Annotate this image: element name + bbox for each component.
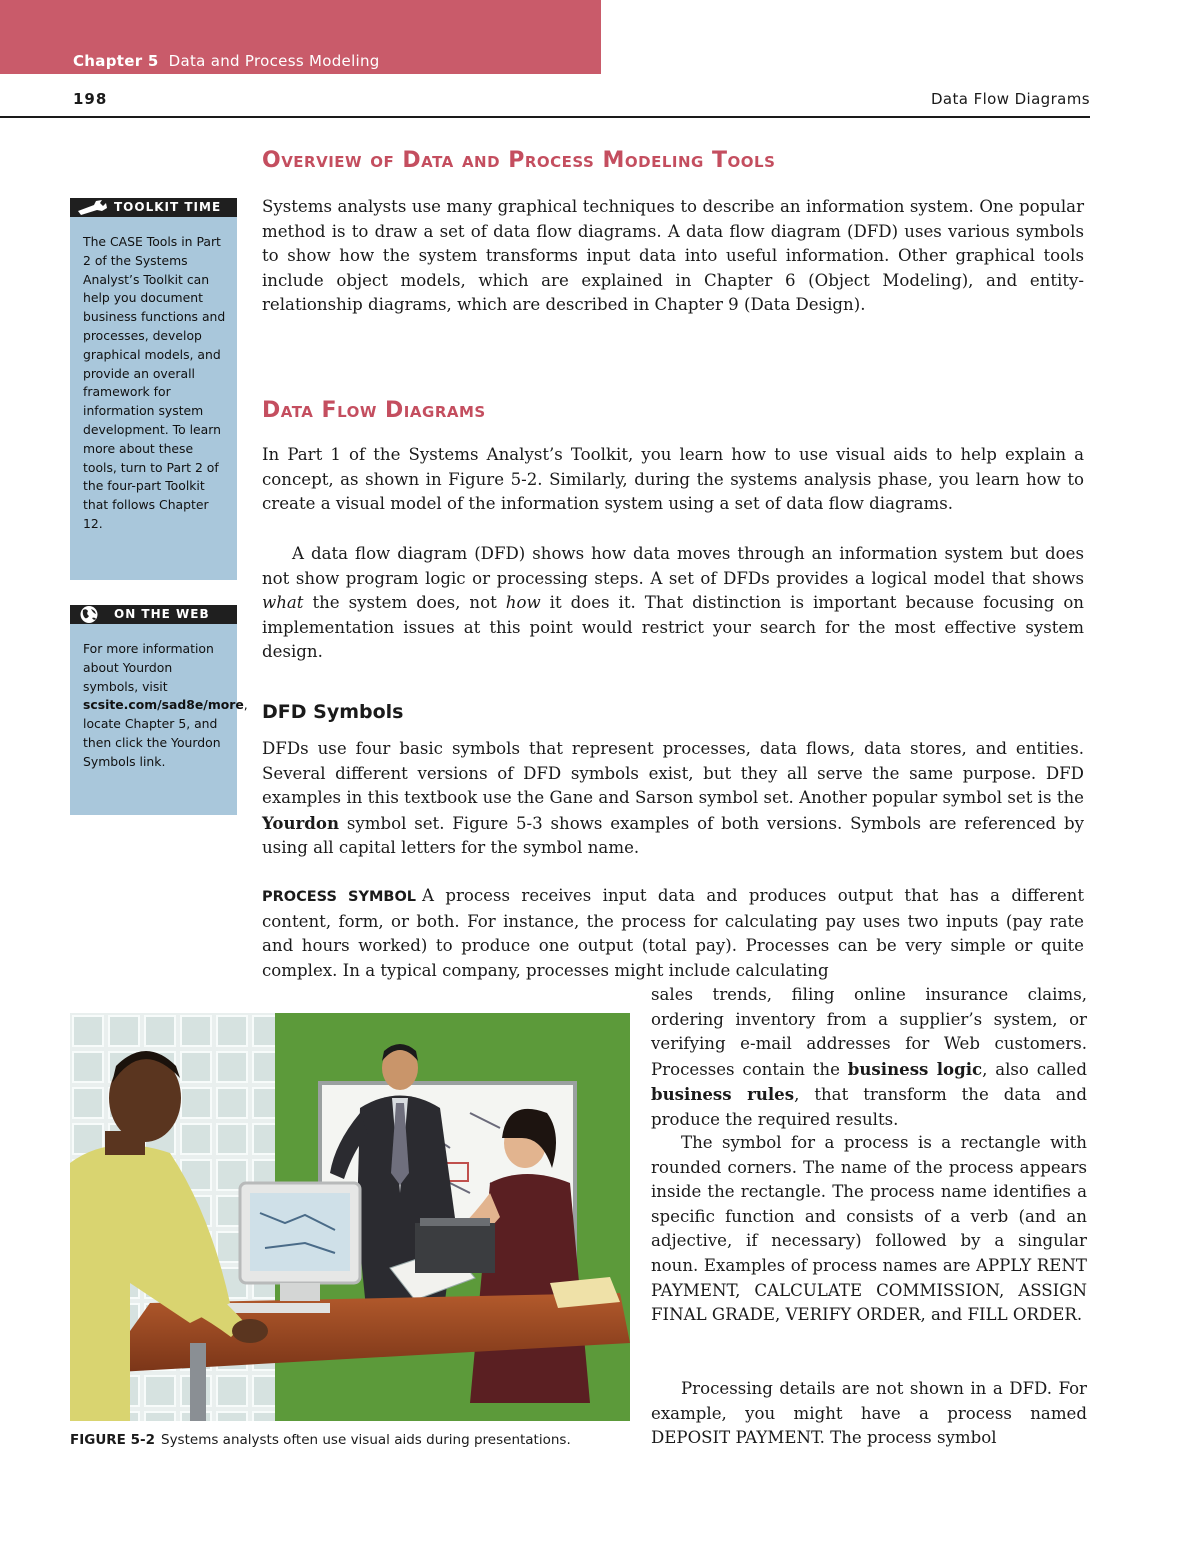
- dfd-paragraph-2: A data flow diagram (DFD) shows how data moves through an information system but does not show program logic or processing steps. A set of DFDs provides a logical model that shows what the system does, not how it does it. That distinction is important because focusing on implementation issues at this point would restrict your search for the most effective system design.: [262, 544, 1084, 662]
- overview-heading: Overview of Data and Process Modeling Tools: [262, 148, 776, 173]
- process-paragraph-1: PROCESS SYMBOL A process receives input data and produces output that has a different content, form, or both. For instance, the process for calculating pay uses two inputs (pay rate and hours worked) to produce one output (total pay). Processes can be very simple or quite complex. In a typical company, processes might include calculating: [262, 886, 1084, 980]
- header-rule: [0, 116, 1090, 118]
- chapter-label: [73, 52, 380, 70]
- emphasis-what: what: [262, 593, 304, 613]
- symbols-heading: DFD Symbols: [262, 701, 404, 723]
- figure-caption-text: Systems analysts often use visual aids during presentations.: [161, 1432, 571, 1448]
- dfd-paragraph-1: In Part 1 of the Systems Analyst’s Toolkit, you learn how to use visual aids to help explain a concept, as shown in Figure 5-2. Similarly, during the systems analysis phase, you learn how to create a visual model of the information system using a set of data flow diagrams.: [262, 445, 1084, 514]
- term-business-rules: business rules: [651, 1084, 795, 1105]
- overview-paragraph: Systems analysts use many graphical techniques to describe an information system. One popular method is to draw a set of data flow diagrams. A data flow diagram (DFD) uses various symbols to show how the system transforms input data into useful information. Other graphical tools include object models, which are explained in Chapter 6 (Object Modeling), and entity-relationship diagrams, which are described in Chapter 9 (Data Design).: [262, 197, 1084, 315]
- wrench-icon: [76, 198, 110, 223]
- symbols-paragraph: DFDs use four basic symbols that represent processes, data flows, data stores, and entities. Several different versions of DFD symbols exist, but they all serve the same purpose. DFD examples in this textbook use the Gane and Sarson symbol set. Another popular symbol set is the Yourdon symbol set. Figure 5-3 shows examples of both versions. Symbols are referenced by using all capital letters for the symbol name.: [262, 739, 1084, 858]
- web-link[interactable]: scsite.com/sad8e/more: [83, 697, 244, 713]
- chapter-number: Chapter 5: [73, 52, 159, 70]
- running-head: Data Flow Diagrams: [930, 90, 1090, 108]
- toolkit-sidebar: [70, 198, 237, 580]
- emphasis-how: how: [505, 593, 541, 613]
- page-number: 198: [73, 90, 108, 108]
- web-text: For more information about Yourdon symbols, visit scsite.com/sad8e/more, locate Chapter 5, and then click the Yourdon Symbols link.: [83, 641, 248, 769]
- globe-icon: [76, 605, 106, 630]
- process-symbol-runin: PROCESS SYMBOL: [262, 889, 417, 905]
- toolkit-title-bar: [70, 198, 237, 217]
- process-paragraph-2: The symbol for a process is a rectangle with rounded corners. The name of the process appears inside the rectangle. The process name identifies a specific function and consists of a verb (and an adjective, if necessary) followed by a singular noun. Examples of process names are APPLY RENT PAYMENT, CALCULATE COMMISSION, ASSIGN FINAL GRADE, VERIFY ORDER, and FILL ORDER.: [651, 1133, 1087, 1325]
- process-paragraph-3: Processing details are not shown in a DFD. For example, you might have a process named DEPOSIT PAYMENT. The process symbol: [651, 1379, 1087, 1448]
- chapter-title: Data and Process Modeling: [168, 52, 380, 70]
- figure-photo: [70, 1013, 630, 1421]
- term-yourdon: Yourdon: [262, 812, 340, 833]
- web-title: ON THE WEB: [114, 607, 210, 621]
- dfd-heading: Data Flow Diagrams: [262, 398, 486, 423]
- web-sidebar: [70, 605, 248, 815]
- web-title-bar: [70, 605, 237, 624]
- process-paragraph-1-cont: sales trends, filing online insurance claims, ordering inventory from a supplier’s system, or verifying e-mail addresses for Web customers. Processes contain the business logic, also called business rules, that transform the data and produce the required results.: [651, 985, 1087, 1129]
- toolkit-title: TOOLKIT TIME: [114, 200, 222, 214]
- figure-label: FIGURE 5-2: [70, 1432, 155, 1448]
- toolkit-text: The CASE Tools in Part 2 of the Systems Analyst’s Toolkit can help you document business functions and processes, develop graphical models, and provide an overall framework for information system development. To learn more about these tools, turn to Part 2 of the four-part Toolkit that follows Chapter 12.: [83, 234, 226, 531]
- figure-caption: [70, 1432, 571, 1448]
- term-business-logic: business logic: [847, 1058, 983, 1079]
